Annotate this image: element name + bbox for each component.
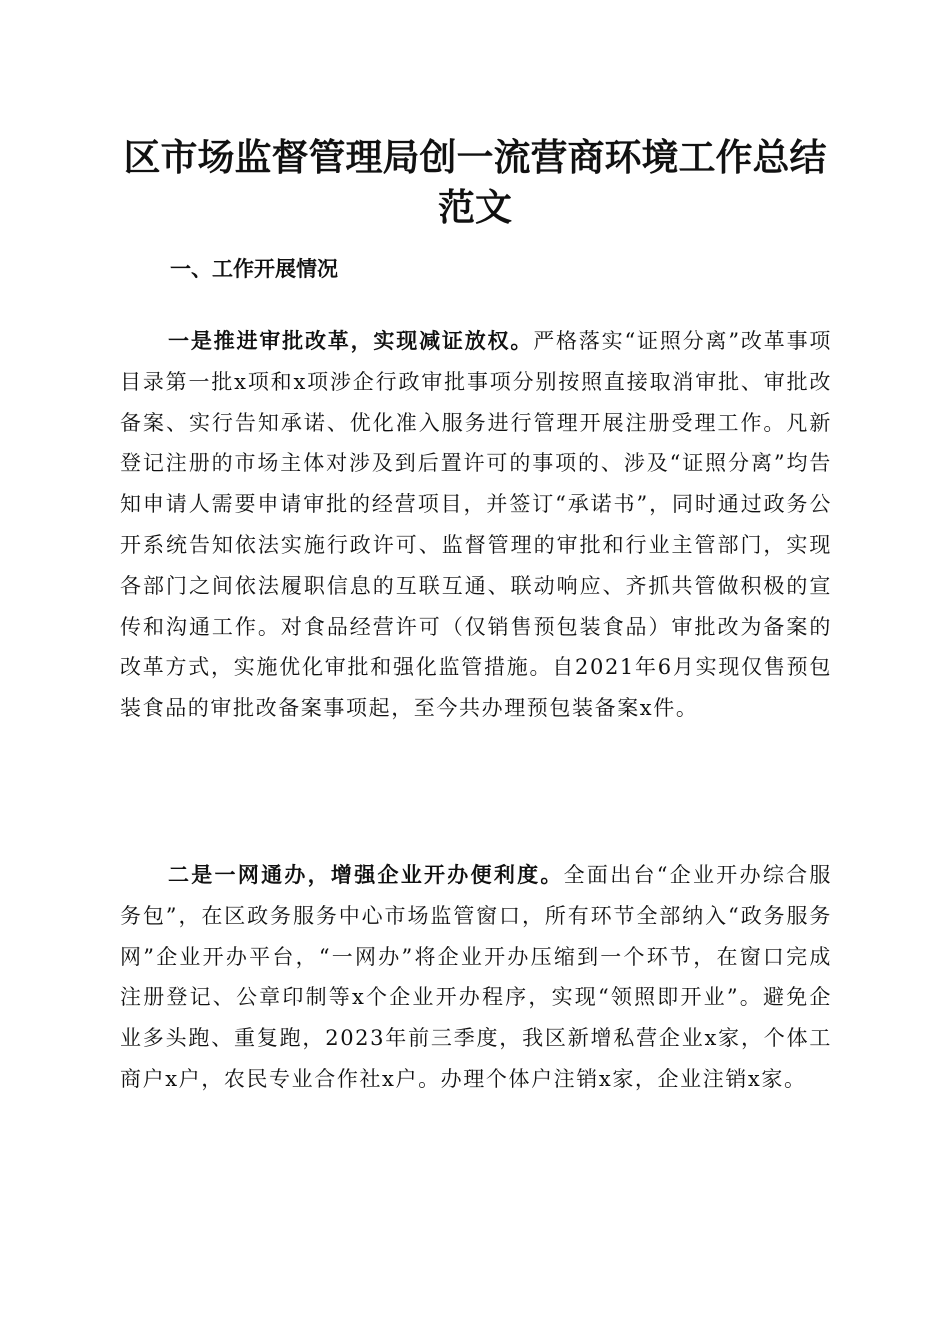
- paragraph: [120, 855, 832, 1100]
- paragraph-body: 全面出台“企业开办综合服务包”，在区政务服务中心市场监管窗口，所有环节全部纳入“政务服务网”企业开办平台，“一网办”将企业开办压缩到一个环节，在窗口完成注册登记、公章印制等x个企业开办程序，实现“领照即开业”。避免企业多头跑、重复跑，2023年前三季度，我区新增私营企业x家，个体工商户x户，农民专业合作社x户。办理个体户注销x家，企业注销x家。: [120, 863, 833, 1091]
- paragraph: [120, 321, 832, 729]
- section-heading: 一、工作开展情况: [170, 257, 338, 281]
- paragraph-lead: 一是推进审批改革，实现减证放权。: [168, 328, 534, 353]
- paragraph-lead: 二是一网通办，增强企业开办便利度。: [168, 862, 564, 887]
- document-title: 区市场监督管理局创一流营商环境工作总结范文: [123, 135, 827, 229]
- paragraph-body: 严格落实“证照分离”改革事项目录第一批x项和x项涉企行政审批事项分别按照直接取消审批、审批改备案、实行告知承诺、优化准入服务进行管理开展注册受理工作。凡新登记注册的市场主体对涉及到后置许可的事项的、涉及“证照分离”均告知申请人需要申请审批的经营项目，并签订“承诺书”，同时通过政务公开系统告知依法实施行政许可、监督管理的审批和行业主管部门，实现各部门之间依法履职信息的互联互通、联动响应、齐抓共管做积极的宣传和沟通工作。对食品经营许可（仅销售预包装食品）审批改为备案的改革方式，实施优化审批和强化监管措施。自2021年6月实现仅售预包装食品的审批改备案事项起，至今共办理预包装备案x件。: [120, 329, 832, 721]
